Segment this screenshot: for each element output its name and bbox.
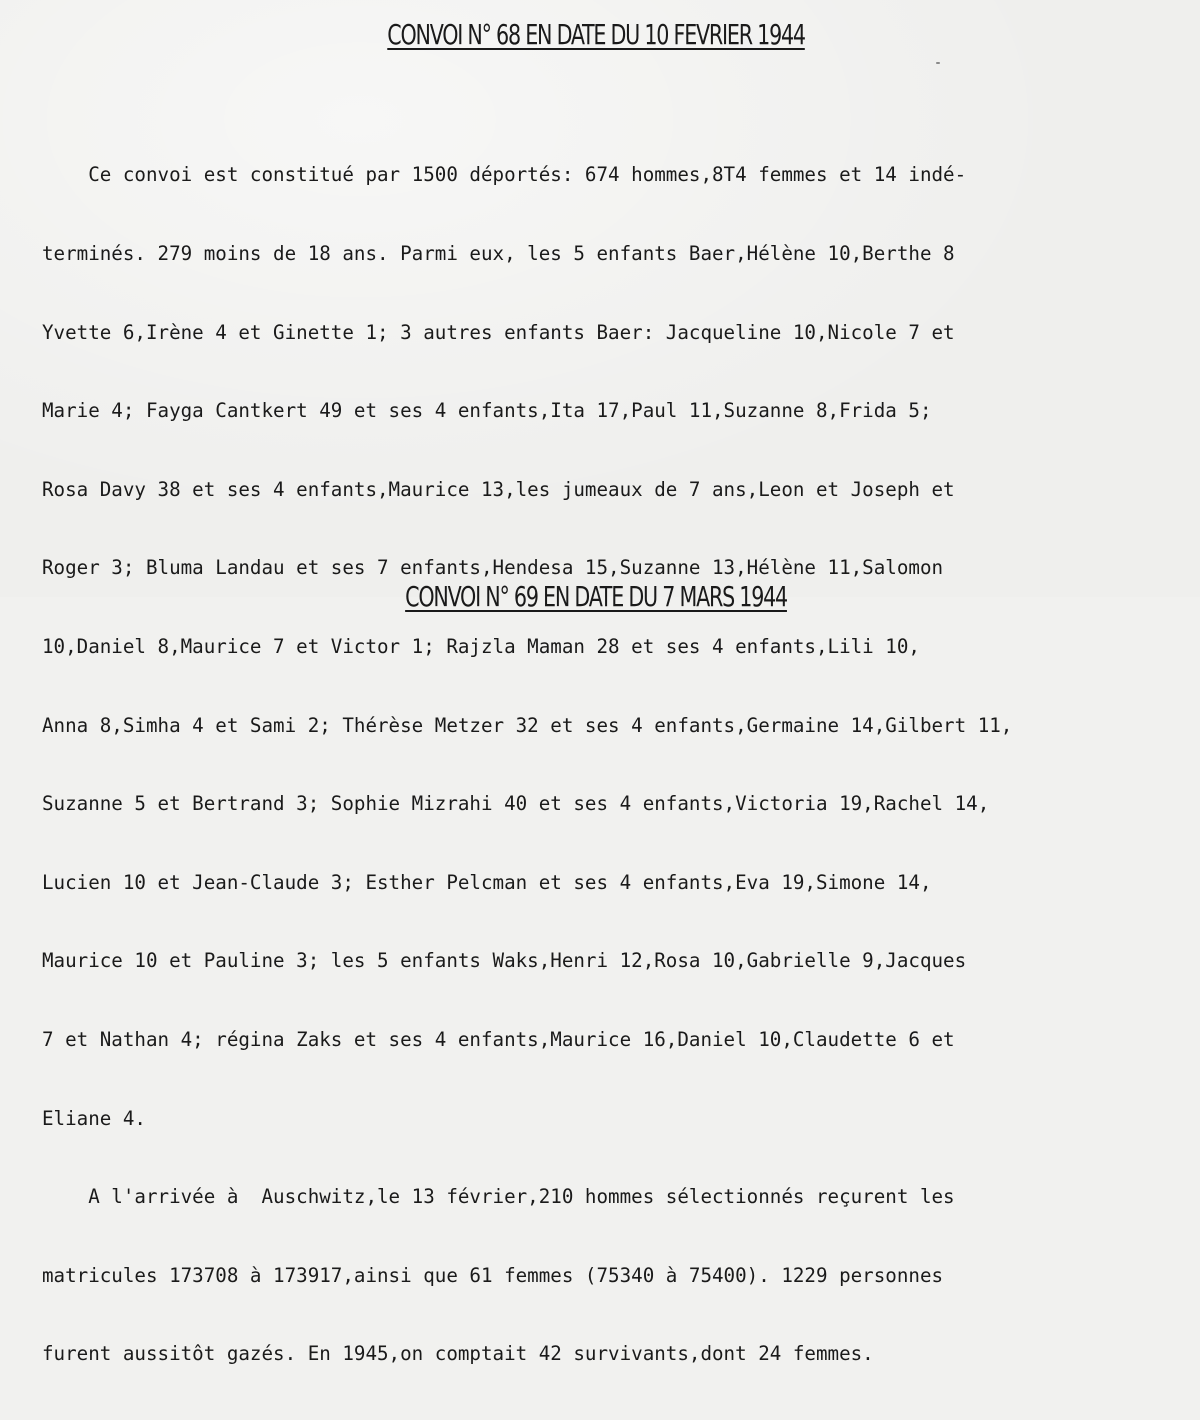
text-line: Ce convoi est constitué par 1500 déportés: 674 hommes,8T4 femmes et 14 indé- [42,163,967,187]
text-line: Marie 4; Fayga Cantkert 49 et ses 4 enfants,Ita 17,Paul 11,Suzanne 8,Frida 5; [42,399,932,423]
convoy-68-heading: CONVOI N° 68 EN DATE DU 10 FEVRIER 1944 [387,18,805,51]
text-line: matricules 173708 à 173917,ainsi que 61 femmes (75340 à 75400). 1229 personnes [42,1263,944,1287]
convoy-69-heading: CONVOI N° 69 EN DATE DU 7 MARS 1944 [405,580,787,613]
text-line: Maurice 10 et Pauline 3; les 5 enfants Waks,Henri 12,Rosa 10,Gabrielle 9,Jacques [42,949,967,973]
text-line: 10,Daniel 8,Maurice 7 et Victor 1; Rajzla Maman 28 et ses 4 enfants,Lili 10, [42,634,920,658]
text-line: Lucien 10 et Jean-Claude 3; Esther Pelcman et ses 4 enfants,Eva 19,Simone 14, [42,870,932,894]
text-line: furent aussitôt gazés. En 1945,on comptait 42 survivants,dont 24 femmes. [42,1342,874,1366]
text-line: Anna 8,Simha 4 et Sami 2; Thérèse Metzer 32 et ses 4 enfants,Germaine 14,Gilbert 11, [42,713,1013,737]
text-line: Yvette 6,Irène 4 et Ginette 1; 3 autres enfants Baer: Jacqueline 10,Nicole 7 et [42,320,955,344]
text-line: A l'arrivée à Auschwitz,le 13 février,210 hommes sélectionnés reçurent les [42,1185,955,1209]
text-line: Suzanne 5 et Bertrand 3; Sophie Mizrahi 40 et ses 4 enfants,Victoria 19,Rachel 14, [42,792,990,816]
convoy-68-body [42,110,1182,1420]
text-line: Rosa Davy 38 et ses 4 enfants,Maurice 13,les jumeaux de 7 ans,Leon et Joseph et [42,477,955,501]
text-line: Eliane 4. [42,1106,146,1130]
text-line: terminés. 279 moins de 18 ans. Parmi eux, les 5 enfants Baer,Hélène 10,Berthe 8 [42,242,955,265]
text-line: Roger 3; Bluma Landau et ses 7 enfants,Hendesa 15,Suzanne 13,Hélène 11,Salomon [42,556,944,580]
text-line: 7 et Nathan 4; régina Zaks et ses 4 enfants,Maurice 16,Daniel 10,Claudette 6 et [42,1027,955,1051]
scan-speck [936,62,940,64]
